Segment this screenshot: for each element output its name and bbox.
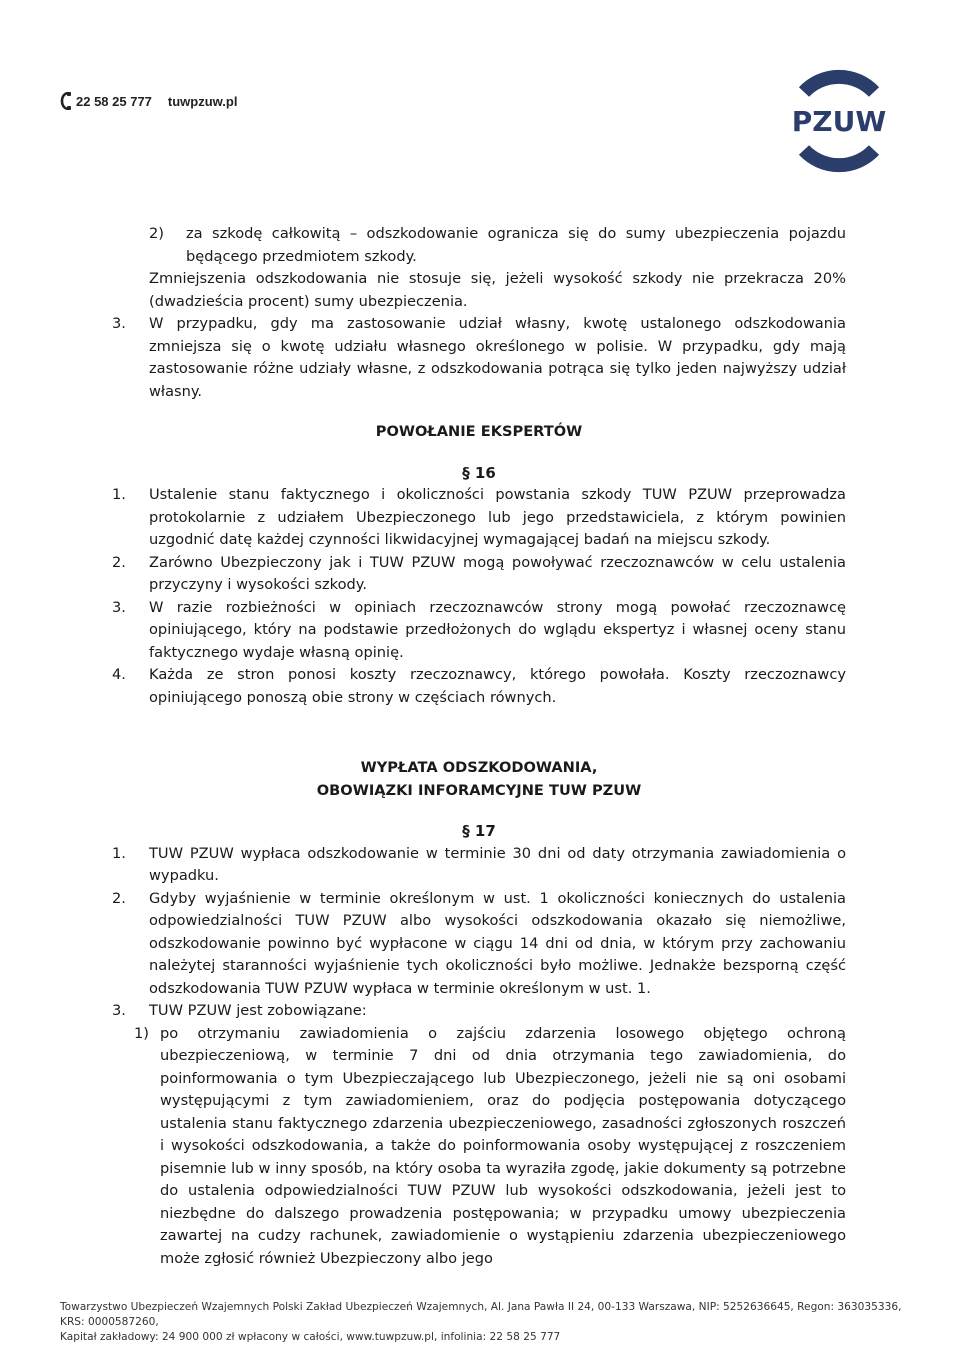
- list-item: [112, 664, 846, 709]
- list-item: [112, 1000, 846, 1023]
- note-paragraph: Zmniejszenia odszkodowania nie stosuje się, jeżeli wysokość szkody nie przekracza 20% (dwadzieścia procent) sumy ubezpieczenia.: [149, 270, 846, 310]
- list-item: [112, 223, 846, 268]
- logo-text: PZUW: [791, 105, 887, 138]
- item-number: 3.: [112, 598, 126, 616]
- paragraph-number-17: § 17: [462, 822, 496, 840]
- item-text: TUW PZUW wypłaca odszkodowanie w terminie 30 dni od daty otrzymania zawiadomienia o wypadku.: [149, 844, 846, 884]
- list-item: [112, 888, 846, 1001]
- item-number: 3.: [112, 1002, 126, 1019]
- list-item: [112, 843, 846, 888]
- section-heading-payment-line1: WYPŁATA ODSZKODOWANIA,: [360, 759, 598, 776]
- item-number: 4.: [112, 666, 126, 683]
- footer-company-info: Towarzystwo Ubezpieczeń Wzajemnych Polski Zakład Ubezpieczeń Wzajemnych, Al. Jana Pawła II 24, 00-133 Warszawa, NIP: 5252636645, Regon: 363035336, KRS: 0000587260,: [60, 1301, 902, 1328]
- item-text: Gdyby wyjaśnienie w terminie określonym w ust. 1 okoliczności koniecznych do ustalenia odpowiedzialności TUW PZUW albo wysokości odszkodowania okazało się niemożliwe, odszkodowanie powinno być wypłacone w ciągu 14 dni od dnia, w którym przy zachowaniu należytej staranności wyjaśnienie tych okoliczności było możliwe. Jednakże bezsporną część odszkodowania TUW PZUW wypłaca w terminie określonym w ust. 1.: [149, 889, 846, 997]
- list-item: [112, 552, 846, 597]
- item-text: za szkodę całkowitą – odszkodowanie ogranicza się do sumy ubezpieczenia pojazdu będącego przedmiotem szkody.: [186, 225, 846, 265]
- footer: [60, 1300, 920, 1345]
- pzuw-logo: [790, 58, 888, 184]
- header-phone[interactable]: 22 58 25 777: [76, 93, 152, 109]
- item-number: 1.: [112, 486, 126, 503]
- item-text: W przypadku, gdy ma zastosowanie udział własny, kwotę ustalonego odszkodowania zmniejsza się o kwotę udziału własnego określonego w polisie. W przypadku, gdy mają zastosowanie różne udziały własne, z odszkodowania potrąca się tylko jeden najwyższy udział własny.: [149, 315, 846, 400]
- document-body: [112, 223, 846, 1270]
- item-number: 2.: [112, 553, 126, 571]
- section-heading-payment-line2: OBOWIĄZKI INFORAMCYJNE TUW PZUW: [316, 781, 642, 799]
- item-text: TUW PZUW jest zobowiązane:: [149, 1002, 367, 1019]
- phone-icon: [60, 92, 72, 110]
- item-text: Zarówno Ubezpieczony jak i TUW PZUW mogą powoływać rzeczoznawców w celu ustalenia przyczyny i wysokości szkody.: [149, 553, 846, 593]
- paragraph-number-16: § 16: [462, 463, 496, 482]
- list-item: [112, 597, 846, 665]
- header-website[interactable]: tuwpzuw.pl: [167, 93, 238, 109]
- item-text: W razie rozbieżności w opiniach rzeczoznawców strony mogą powołać rzeczoznawcę opiniującego, który na podstawie przedłożonych do wglądu ekspertyz i własnej oceny stanu faktycznego wydaje własną opinię.: [149, 598, 846, 661]
- footer-capital-info: Kapitał zakładowy: 24 900 000 zł wpłacony w całości, www.tuwpzuw.pl, infolinia: 22 58 25 777: [60, 1331, 561, 1343]
- item-text: Ustalenie stanu faktycznego i okoliczności powstania szkody TUW PZUW przeprowadza protokolarnie z udziałem Ubezpieczonego lub jego przedstawiciela, z którym powinien uzgodnić datę każdej czynności likwidacyjnej wymagającej badań na miejscu szkody.: [149, 486, 846, 548]
- header-contact: [60, 92, 237, 110]
- sub-item-text: po otrzymaniu zawiadomienia o zajściu zdarzenia losowego objętego ochroną ubezpieczeniową, w terminie 7 dni od dnia otrzymania tego zawiadomienia, do poinformowania o tym Ubezpieczającego lub Ubezpieczonego, jeżeli nie są oni osobami występującymi z tym zawiadomieniem, oraz do podjęcia postępowania dotyczącego ustalenia stanu faktycznego zdarzenia ubezpieczeniowego, zasadności zgłoszonych roszczeń i wysokości odszkodowania, a także do poinformowania osoby występującej z roszczeniem pisemnie lub w inny sposób, na który osoba ta wyraziła zgodę, jakie dokumenty są potrzebne do ustalenia odpowiedzialności TUW PZUW lub wysokości odszkodowania, jeżeli jest to niezbędne do dalszego prowadzenia postępowania; w przypadku umowy ubezpieczenia zawartej na cudzy rachunek, zawiadomienie o wystąpieniu zdarzenia ubezpieczeniowego może zgłosić również Ubezpieczony albo jego: [160, 1024, 846, 1267]
- item-number: 1.: [112, 844, 126, 862]
- item-number: 3.: [112, 315, 126, 332]
- sub-list-item: [112, 1023, 846, 1271]
- section-heading-experts: POWOŁANIE EKSPERTÓW: [375, 423, 583, 440]
- list-item: [112, 313, 846, 403]
- list-item: [112, 484, 846, 552]
- item-number: 2): [149, 225, 164, 242]
- sub-item-number: 1): [134, 1024, 149, 1042]
- item-text: Każda ze stron ponosi koszty rzeczoznawcy, którego powołała. Koszty rzeczoznawcy opiniującego ponoszą obie strony w częściach równych.: [149, 666, 846, 706]
- item-number: 2.: [112, 889, 126, 907]
